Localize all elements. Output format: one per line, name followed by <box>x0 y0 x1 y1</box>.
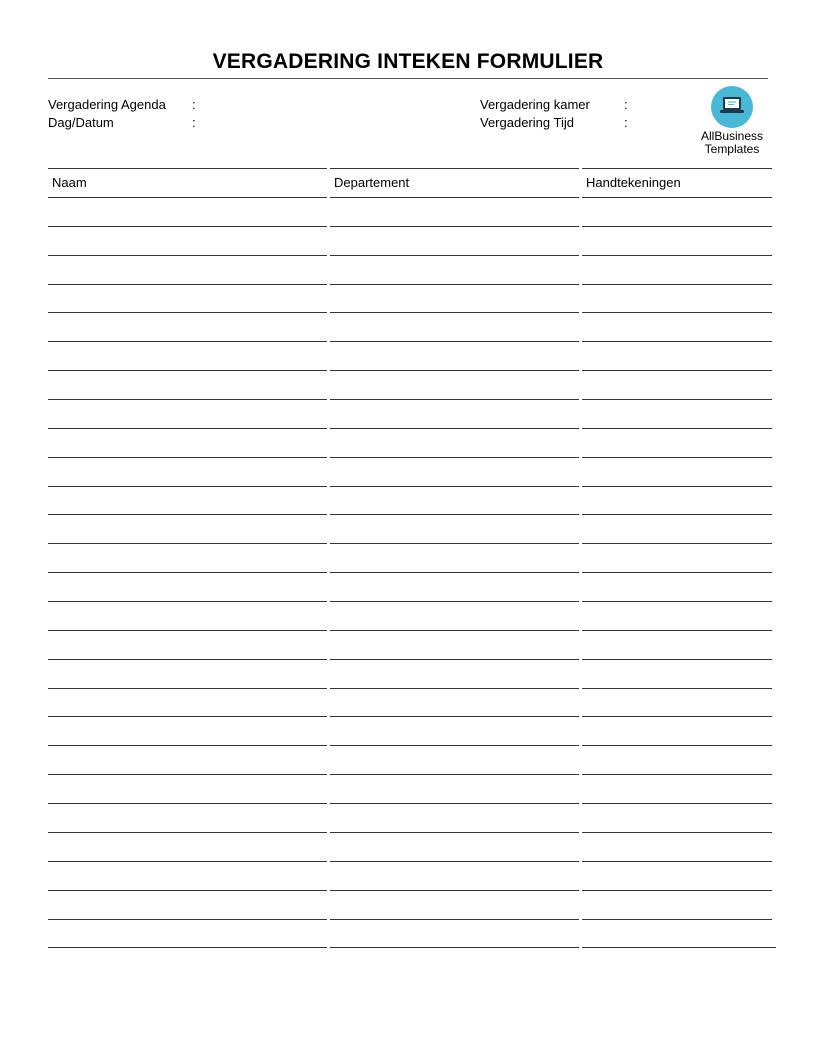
row-line <box>48 370 327 371</box>
row-line <box>330 774 579 775</box>
row-line <box>330 226 579 227</box>
row-line <box>48 890 327 891</box>
row-line <box>48 630 327 631</box>
row-line <box>330 486 579 487</box>
row-line <box>582 890 772 891</box>
row-line <box>48 226 327 227</box>
row-line <box>330 543 579 544</box>
row-line <box>582 457 772 458</box>
row-line <box>582 341 772 342</box>
row-line <box>582 428 772 429</box>
row-line <box>582 572 772 573</box>
row-line <box>48 399 327 400</box>
row-line <box>582 774 772 775</box>
row-line <box>330 284 579 285</box>
row-line <box>582 716 772 717</box>
column-header-handtekeningen: Handtekeningen <box>586 175 681 190</box>
row-line <box>48 716 327 717</box>
row-line <box>48 457 327 458</box>
row-line <box>330 457 579 458</box>
header-rule <box>330 197 579 198</box>
row-line <box>48 428 327 429</box>
row-line <box>582 630 772 631</box>
row-line <box>48 832 327 833</box>
column-header-naam: Naam <box>52 175 87 190</box>
row-line <box>330 630 579 631</box>
page-title: VERGADERING INTEKEN FORMULIER <box>212 50 604 73</box>
table-top-rule <box>330 168 579 169</box>
row-line <box>582 601 772 602</box>
row-line <box>330 803 579 804</box>
row-line <box>582 688 772 689</box>
row-line <box>582 486 772 487</box>
row-line <box>48 688 327 689</box>
row-line <box>330 399 579 400</box>
row-line <box>582 370 772 371</box>
row-line <box>582 399 772 400</box>
row-line <box>582 919 772 920</box>
agenda-colon: : <box>192 97 196 112</box>
row-line <box>48 861 327 862</box>
row-line <box>48 341 327 342</box>
row-line <box>330 947 579 948</box>
row-line <box>48 486 327 487</box>
row-line <box>582 255 772 256</box>
row-line <box>48 514 327 515</box>
row-line <box>48 947 327 948</box>
row-line <box>330 370 579 371</box>
row-line <box>330 514 579 515</box>
laptop-icon <box>719 95 745 119</box>
agenda-label: Vergadering Agenda <box>48 97 166 112</box>
tijd-label: Vergadering Tijd <box>480 115 574 130</box>
row-line <box>330 745 579 746</box>
datum-colon: : <box>192 115 196 130</box>
row-line <box>582 659 772 660</box>
title-divider <box>48 78 768 79</box>
row-line <box>582 543 772 544</box>
row-line <box>582 284 772 285</box>
row-line <box>330 255 579 256</box>
logo-text-line1: AllBusiness <box>700 129 764 143</box>
row-line <box>330 919 579 920</box>
table-top-rule <box>48 168 327 169</box>
row-line <box>48 312 327 313</box>
row-line <box>582 312 772 313</box>
allbusiness-logo <box>696 86 768 158</box>
row-line <box>330 659 579 660</box>
row-line <box>582 861 772 862</box>
row-line <box>330 716 579 717</box>
row-line <box>582 832 772 833</box>
row-line <box>48 255 327 256</box>
column-header-departement: Departement <box>334 175 410 190</box>
row-line <box>582 745 772 746</box>
kamer-label: Vergadering kamer <box>480 97 590 112</box>
row-line <box>582 803 772 804</box>
row-line <box>330 890 579 891</box>
row-line <box>48 284 327 285</box>
row-line <box>330 832 579 833</box>
row-line <box>582 947 776 948</box>
row-line <box>48 919 327 920</box>
row-line <box>330 601 579 602</box>
table-top-rule <box>582 168 772 169</box>
row-line <box>330 428 579 429</box>
logo-badge <box>711 86 753 128</box>
row-line <box>48 543 327 544</box>
row-line <box>582 226 772 227</box>
row-line <box>48 572 327 573</box>
header-rule <box>48 197 327 198</box>
row-line <box>48 659 327 660</box>
row-line <box>330 341 579 342</box>
row-line <box>48 745 327 746</box>
row-line <box>48 601 327 602</box>
kamer-colon: : <box>624 97 628 112</box>
datum-label: Dag/Datum <box>48 115 114 130</box>
logo-text-line2: Templates <box>704 142 760 156</box>
tijd-colon: : <box>624 115 628 130</box>
row-line <box>48 774 327 775</box>
header-rule <box>582 197 772 198</box>
row-line <box>582 514 772 515</box>
row-line <box>48 803 327 804</box>
row-line <box>330 688 579 689</box>
row-line <box>330 572 579 573</box>
row-line <box>330 861 579 862</box>
row-line <box>330 312 579 313</box>
